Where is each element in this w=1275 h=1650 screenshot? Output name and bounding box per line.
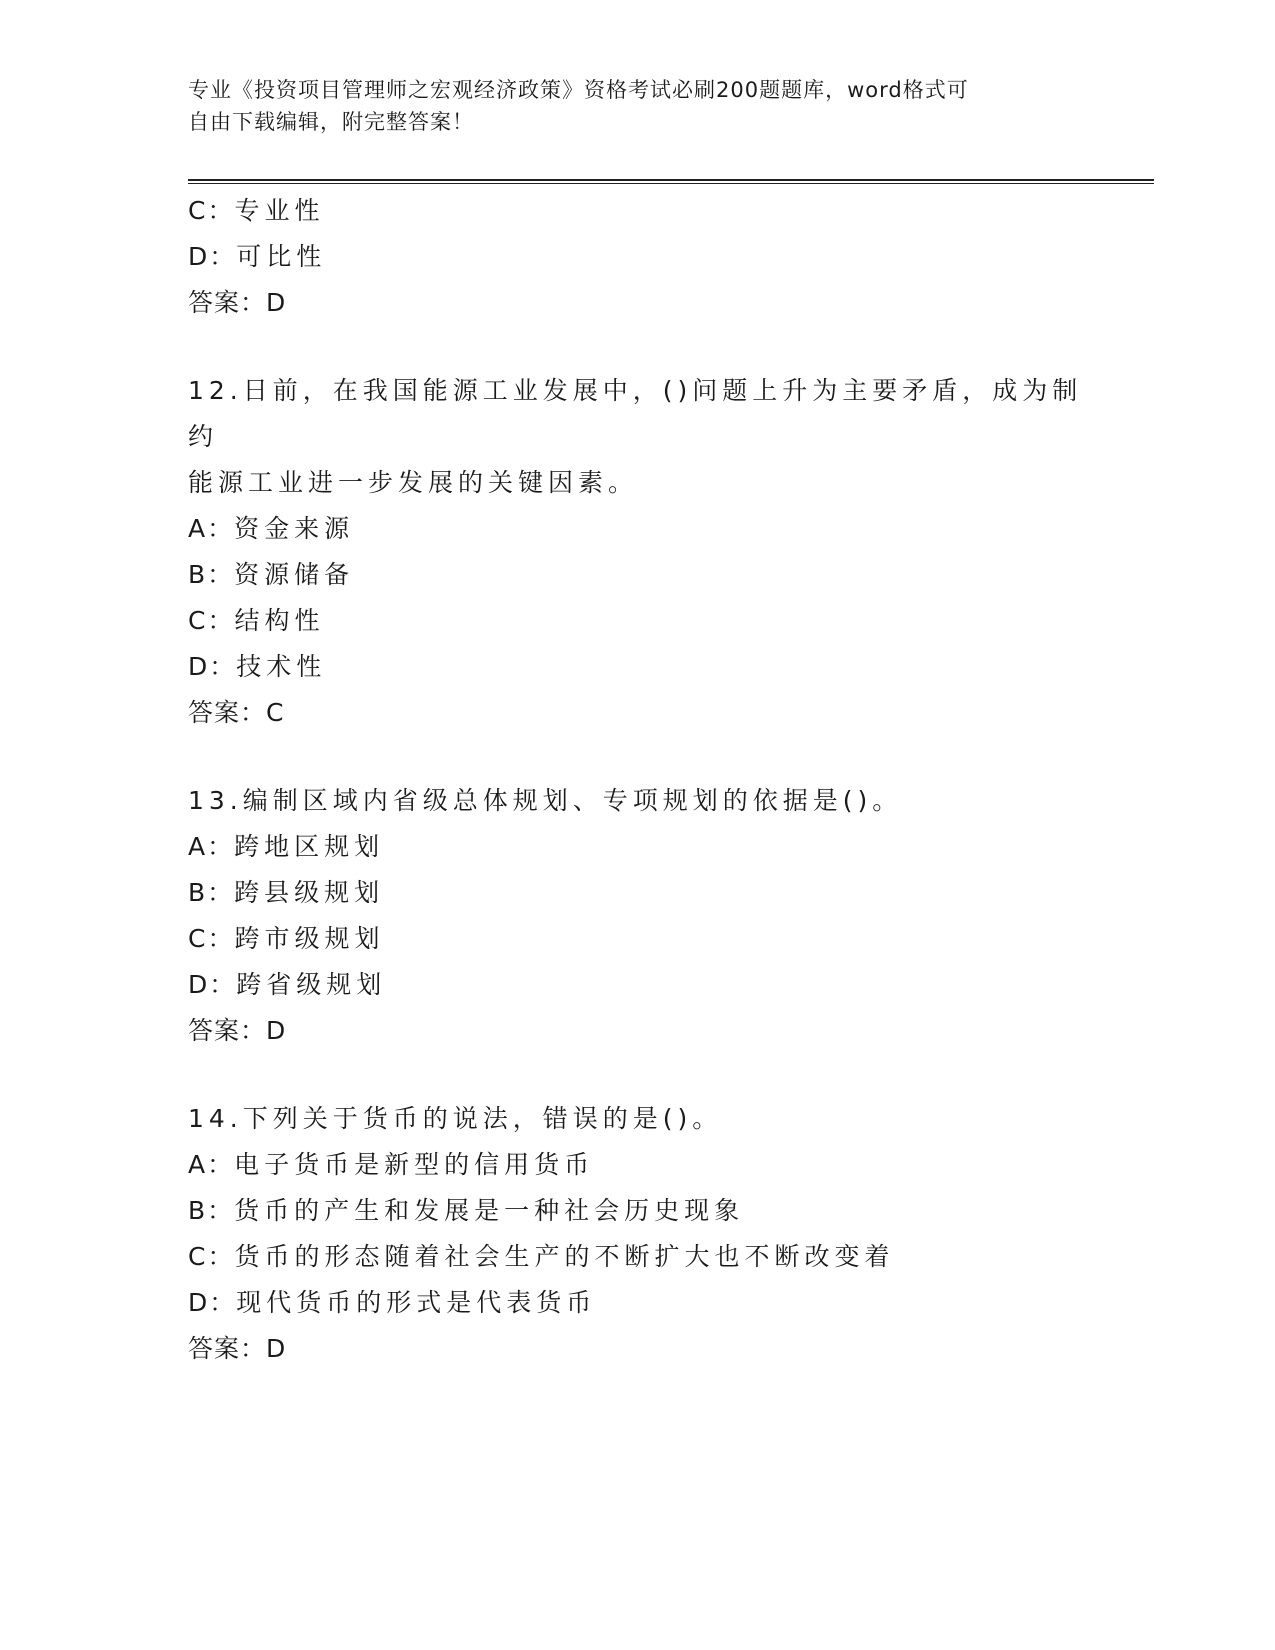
option-c <box>188 188 1088 234</box>
option-d <box>188 644 1088 690</box>
question-stem-line-1: 13.编制区域内省级总体规划、专项规划的依据是()。 <box>188 786 903 815</box>
option-text: 技术性 <box>236 652 327 681</box>
option-b <box>188 870 1088 916</box>
option-text: 跨市级规划 <box>234 924 385 953</box>
option-text: 电子货币是新型的信用货币 <box>234 1150 595 1179</box>
option-key: B： <box>188 560 235 589</box>
option-text: 跨地区规划 <box>234 832 385 861</box>
question-13 <box>188 778 1088 1054</box>
option-d <box>188 1280 1088 1326</box>
question-11-continuation <box>188 188 1088 326</box>
question-12 <box>188 368 1088 736</box>
option-text: 现代货币的形式是代表货币 <box>236 1288 597 1317</box>
question-list <box>188 188 1088 1372</box>
header-divider <box>188 179 1154 184</box>
answer-line: 答案：C <box>188 698 285 727</box>
answer-line: 答案：D <box>188 1334 287 1363</box>
option-c <box>188 916 1088 962</box>
option-a <box>188 1142 1088 1188</box>
spacer <box>188 326 1088 368</box>
option-text: 可比性 <box>236 242 327 271</box>
option-a <box>188 506 1088 552</box>
option-text: 资源储备 <box>234 560 355 589</box>
option-text: 跨省级规划 <box>236 970 387 999</box>
header-title-line-1: 专业《投资项目管理师之宏观经济政策》资格考试必刷200题题库，word格式可 <box>188 78 969 102</box>
option-key: D： <box>188 1288 237 1317</box>
option-d <box>188 234 1088 280</box>
option-c <box>188 1234 1088 1280</box>
option-key: B： <box>188 878 235 907</box>
question-stem-line-2: 能源工业进一步发展的关键因素。 <box>188 468 639 497</box>
option-text: 货币的产生和发展是一种社会历史现象 <box>234 1196 745 1225</box>
option-b <box>188 552 1088 598</box>
option-text: 资金来源 <box>234 514 355 543</box>
option-key: A： <box>188 832 235 861</box>
option-b <box>188 1188 1088 1234</box>
option-key: C： <box>188 1242 235 1271</box>
question-stem-line-1: 12.日前，在我国能源工业发展中，()问题上升为主要矛盾，成为制约 <box>188 376 1083 451</box>
option-text: 跨县级规划 <box>234 878 385 907</box>
option-key: A： <box>188 514 235 543</box>
option-key: B： <box>188 1196 235 1225</box>
option-c <box>188 598 1088 644</box>
option-key: D： <box>188 652 237 681</box>
option-d <box>188 962 1088 1008</box>
option-text: 专业性 <box>234 196 325 225</box>
option-text: 货币的形态随着社会生产的不断扩大也不断改变着 <box>234 1242 895 1271</box>
answer-line: 答案：D <box>188 288 287 317</box>
option-key: A： <box>188 1150 235 1179</box>
question-14 <box>188 1096 1088 1372</box>
option-key: C： <box>188 606 235 635</box>
header-title-line-2: 自由下载编辑，附完整答案！ <box>188 110 474 134</box>
spacer <box>188 1054 1088 1096</box>
answer-line: 答案：D <box>188 1016 287 1045</box>
page-header <box>188 74 1068 138</box>
option-a <box>188 824 1088 870</box>
option-key: C： <box>188 924 235 953</box>
question-stem-line-1: 14.下列关于货币的说法，错误的是()。 <box>188 1104 723 1133</box>
option-key: C： <box>188 196 235 225</box>
option-key: D： <box>188 970 237 999</box>
option-text: 结构性 <box>234 606 325 635</box>
spacer <box>188 736 1088 778</box>
option-key: D： <box>188 242 237 271</box>
